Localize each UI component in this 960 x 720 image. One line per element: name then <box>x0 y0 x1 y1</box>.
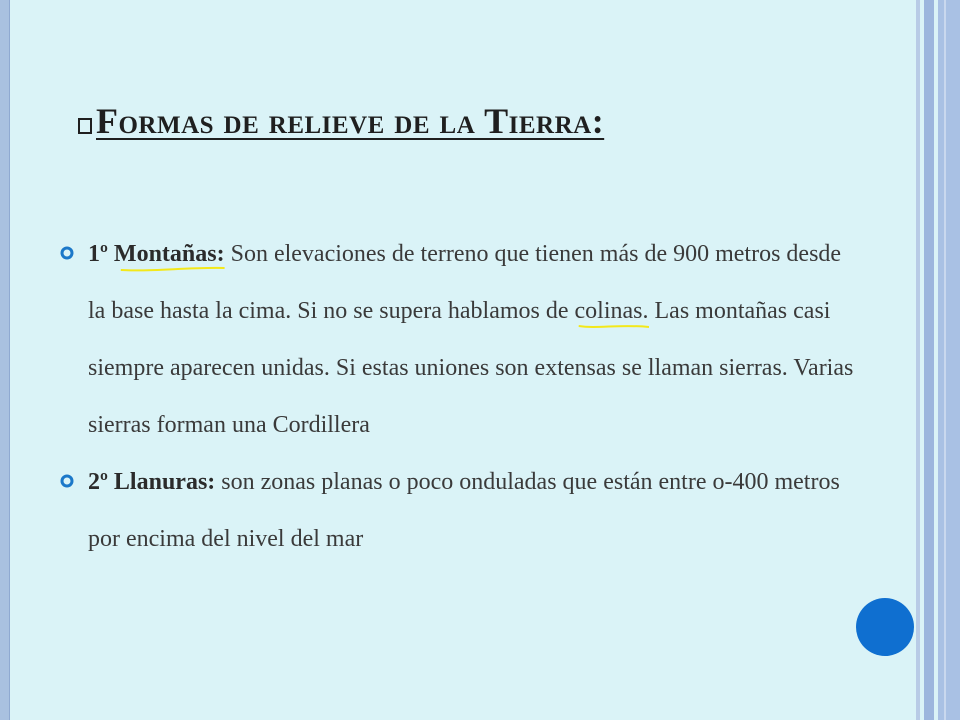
term-plains: 2º Llanuras: <box>88 469 216 495</box>
stripe <box>938 0 960 720</box>
stripe <box>924 0 934 720</box>
slide-title-text: Formas de relieve de la Tierra: <box>96 101 605 141</box>
stripe <box>916 0 920 720</box>
term-mountains <box>88 241 225 267</box>
left-border <box>0 0 10 720</box>
hollow-circle-bullet-icon <box>60 246 74 260</box>
highlight-underline-mark <box>88 263 225 273</box>
term-mountains-text: 1º Montañas: <box>88 241 225 267</box>
slide-title <box>78 100 604 142</box>
highlight-colinas-text: colinas. <box>574 298 649 324</box>
highlight-colinas <box>575 298 649 324</box>
hollow-square-icon <box>78 118 92 134</box>
stripe <box>944 0 946 720</box>
bullet-mountains <box>60 226 860 454</box>
bullet-plains-text: son zonas planas o poco onduladas que están entre o-400 metros por encima del nivel del mar <box>88 469 840 552</box>
hollow-circle-bullet-icon <box>60 474 74 488</box>
bullet-plains <box>60 454 860 568</box>
bullet-list <box>60 226 860 568</box>
decorative-blue-circle <box>856 598 914 656</box>
bullet-mountains-text-1: Son elevaciones de terreno que tienen más de 900 metros desde la base hasta la cima. Si no se supera hablamos de <box>88 241 842 324</box>
right-decorative-stripes <box>916 0 960 720</box>
highlight-underline-mark <box>575 320 649 330</box>
bullet-mountains-text-2: Las montañas casi siempre aparecen unidas. Si estas uniones son extensas se llaman sierras. Varias sierras forman una Cordillera <box>88 298 854 438</box>
